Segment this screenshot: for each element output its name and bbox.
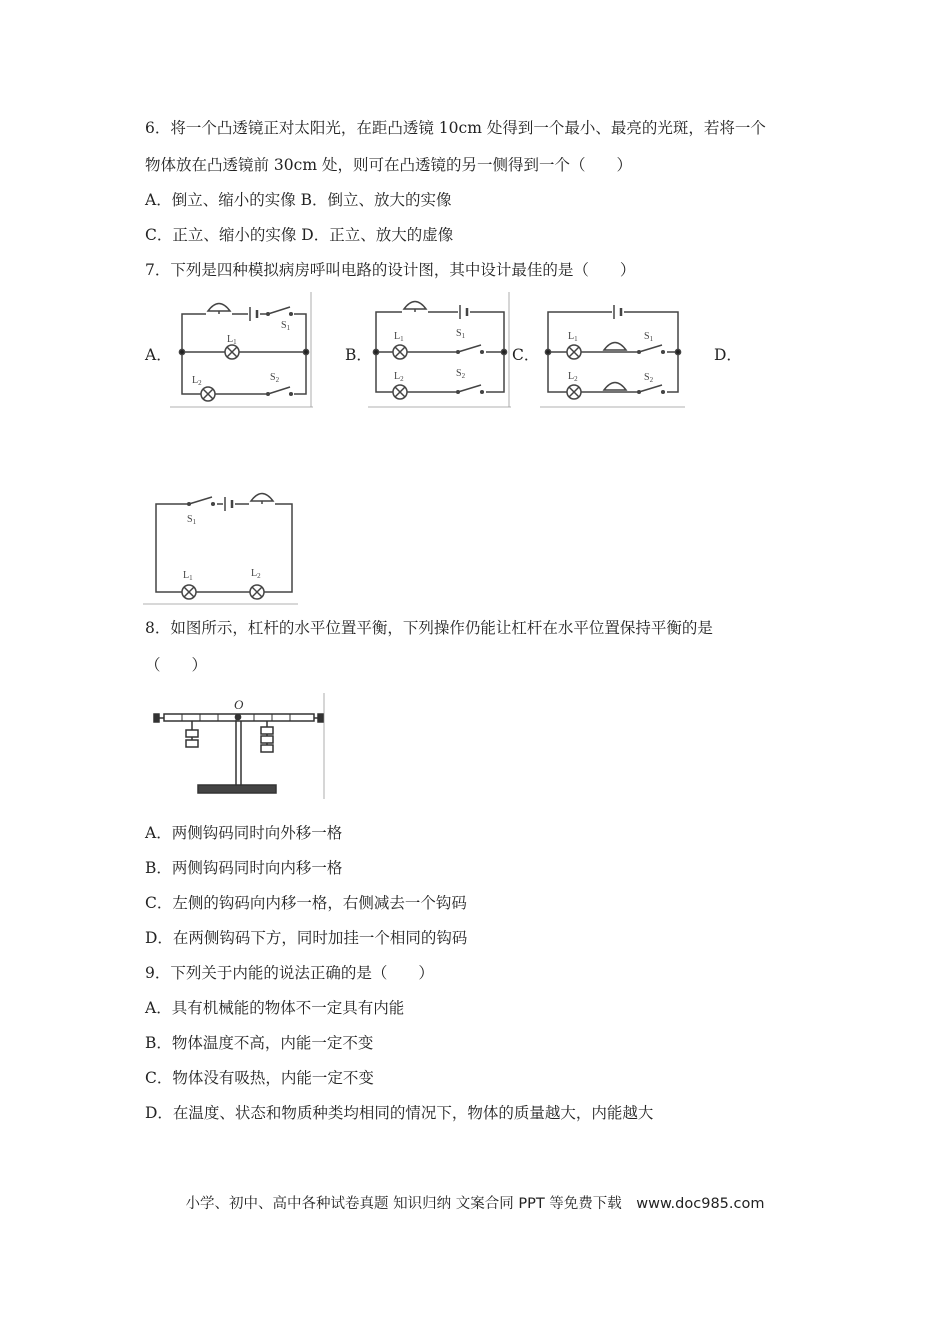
s2-label: $S_2$ [270, 372, 280, 384]
s1-label: $S_1$ [456, 328, 466, 340]
q9-option-c: C．物体没有吸热，内能一定不变 [145, 1069, 374, 1087]
s1-label: $S_1$ [644, 331, 654, 343]
q9-stem: 9．下列关于内能的说法正确的是（ ） [145, 964, 434, 982]
circuit-diagram-a [170, 292, 313, 410]
l1-label: $L_1$ [394, 331, 404, 343]
l1-label: $L_1$ [227, 334, 237, 346]
s1-label: $S_1$ [187, 514, 197, 526]
q7-option-d-label: D． [714, 346, 742, 364]
s1-label: $S_1$ [281, 320, 291, 332]
q9-option-d: D．在温度、状态和物质种类均相同的情况下，物体的质量越大，内能越大 [145, 1104, 654, 1122]
l2-label: $L_2$ [568, 371, 578, 383]
l1-label: $L_1$ [568, 331, 578, 343]
circuit-diagram-d [143, 487, 298, 607]
q7-option-a-label: A． [145, 346, 172, 364]
q8-option-d: D．在两侧钩码下方，同时加挂一个相同的钩码 [145, 929, 468, 947]
q8-stem: 8．如图所示，杠杆的水平位置平衡，下列操作仍能让杠杆在水平位置保持平衡的是 [145, 619, 713, 637]
l1-label: $L_1$ [183, 570, 193, 582]
q7-option-c-label: C． [512, 346, 540, 364]
q8-option-c: C．左侧的钩码向内移一格，右侧减去一个钩码 [145, 894, 467, 912]
page-footer: 小学、初中、高中各种试卷真题 知识归纳 文案合同 PPT 等免费下载 www.doc985.com [185, 1196, 765, 1212]
q7-option-b-label: B． [345, 346, 372, 364]
l2-label: $L_2$ [394, 371, 404, 383]
q9-option-b: B．物体温度不高，内能一定不变 [145, 1034, 374, 1052]
circuit-diagram-b [368, 292, 511, 410]
s2-label: $S_2$ [644, 372, 654, 384]
q8-option-b: B．两侧钩码同时向内移一格 [145, 859, 343, 877]
q6-options-line2: C．正立、缩小的实像 D．正立、放大的虚像 [145, 226, 454, 244]
pivot-label: O [234, 697, 244, 712]
l2-label: $L_2$ [251, 568, 261, 580]
l2-label: $L_2$ [192, 375, 202, 387]
q8-option-a: A．两侧钩码同时向外移一格 [145, 824, 343, 842]
q8-paren: （ ） [145, 656, 208, 674]
circuit-diagram-c [540, 292, 685, 410]
q6-stem-line1: 6．将一个凸透镜正对太阳光，在距凸透镜 10cm 处得到一个最小、最亮的光斑，若将一个 [145, 119, 766, 137]
q6-options-line1: A．倒立、缩小的实像 B．倒立、放大的实像 [145, 191, 452, 209]
q7-stem: 7．下列是四种模拟病房呼叫电路的设计图，其中设计最佳的是（ ） [145, 261, 636, 279]
q6-stem-line2: 物体放在凸透镜前 30cm 处，则可在凸透镜的另一侧得到一个（ ） [145, 156, 632, 174]
q9-option-a: A．具有机械能的物体不一定具有内能 [145, 999, 405, 1017]
s2-label: $S_2$ [456, 368, 466, 380]
lever-diagram [152, 693, 328, 801]
